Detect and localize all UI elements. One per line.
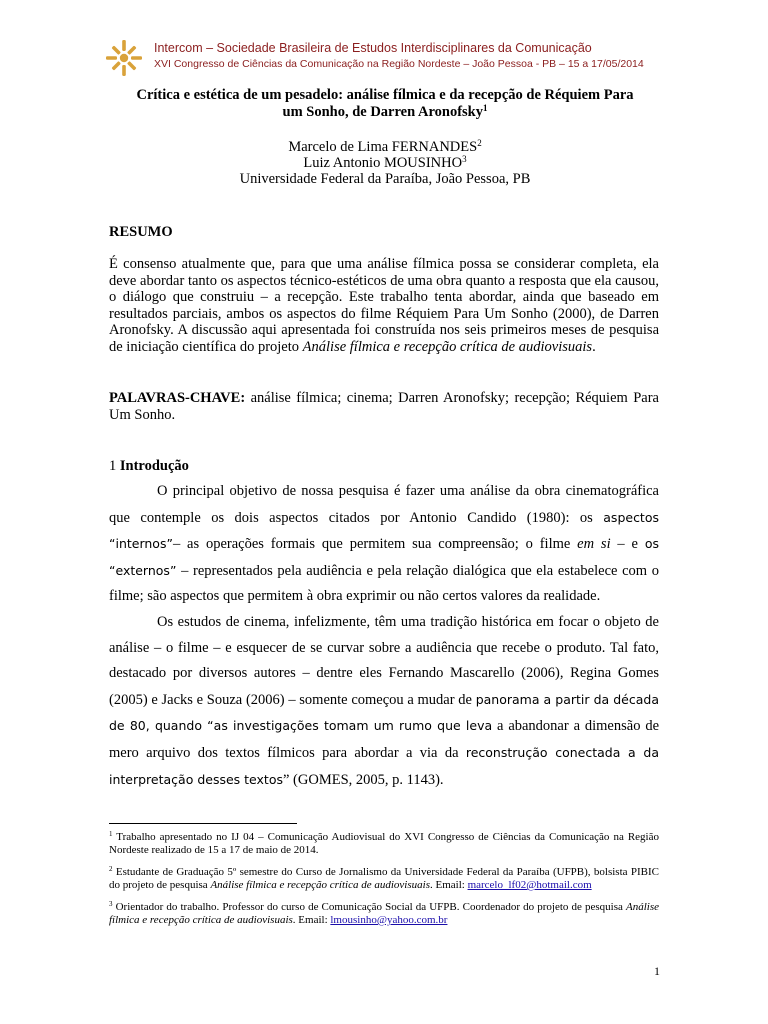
paragraph-1-text-e: – e <box>610 536 645 553</box>
page-number: 1 <box>654 964 660 978</box>
footnote-ref-2[interactable]: 2 <box>477 138 482 148</box>
paragraph-2-text-e: ” (GOMES, 2005, p. 1143). <box>283 771 444 788</box>
footnote-3-email-label: . Email: <box>292 914 331 926</box>
title-line-1: Crítica e estética de um pesadelo: análise fílmica e da recepção de Réquiem Para <box>136 87 634 103</box>
footnote-1-text: Trabalho apresentado no IJ 04 – Comunicação Audiovisual do XVI Congresso de Ciências da Comunicação na Região Nordeste realizado de 15 a 17 de maio de 2014. <box>109 831 659 856</box>
section-title: Introdução <box>119 458 189 474</box>
footnote-2 <box>109 866 659 892</box>
organization-name: Intercom – Sociedade Brasileira de Estudos Interdisciplinares da Comunicação <box>154 41 592 55</box>
footnote-2-text: Estudante de Graduação 5º semestre do Curso de Jornalismo da Universidade Federal da Paraíba (UFPB), bolsista PIBIC do projeto de pesquisa <box>109 866 659 891</box>
footnote-3 <box>109 901 659 927</box>
header-text <box>154 40 644 71</box>
footnote-divider <box>109 823 297 824</box>
footnote-3-number: 3 <box>109 900 113 908</box>
footnote-3-email-link[interactable]: lmousinho@yahoo.com.br <box>330 914 448 926</box>
abstract-end: . <box>592 338 596 355</box>
conference-header <box>104 38 664 78</box>
footnote-2-project: Análise fílmica e recepção crítica de audiovisuais <box>210 879 430 891</box>
paragraph-2 <box>109 610 659 793</box>
abstract-project-name: Análise fílmica e recepção crítica de audiovisuais <box>302 338 593 355</box>
intercom-logo-icon <box>104 38 144 78</box>
author-block <box>100 139 670 187</box>
paper-title <box>100 87 670 121</box>
footnote-2-email-label: . Email: <box>429 879 468 891</box>
keywords <box>109 390 659 424</box>
footnote-3-project: Análise fílmica e recepção crítica de audiovisuais <box>109 901 659 926</box>
title-line-2: um Sonho, de Darren Aronofsky <box>282 104 483 120</box>
author-2-name: Luiz Antonio MOUSINHO <box>303 155 463 171</box>
keywords-label: PALAVRAS-CHAVE: <box>109 390 246 406</box>
paragraph-2-text-c: a abandonar a dimensão de mero arquivo dos textos fílmicos para abordar a via da <box>109 718 660 761</box>
paragraph-2-text-d: reconstrução conectada a da interpretação desses textos <box>109 744 659 787</box>
footnote-2-email-link[interactable]: marcelo_lf02@hotmail.com <box>467 879 592 891</box>
paragraph-1-text-a: O principal objetivo de nossa pesquisa é fazer uma análise da obra cinematográfica que contemple os dois aspectos citados por Antonio Candido (1980): os <box>109 483 659 526</box>
section-number: 1 <box>109 458 120 474</box>
footnote-ref-1[interactable]: 1 <box>483 103 488 113</box>
paragraph-1 <box>109 479 659 610</box>
footnote-2-number: 2 <box>109 865 113 873</box>
paragraph-1-text-b: aspectos “internos” <box>109 509 659 552</box>
footnotes <box>109 831 659 936</box>
paragraph-1-text-g: – representados pela audiência e pela relação dialógica que ela estabelece com o filme; são aspectos que permitem à obra exprimir ou não certos valores da realidade. <box>109 562 659 605</box>
paragraph-1-em-si: em si <box>577 536 611 553</box>
introduction-body <box>109 479 659 793</box>
abstract-body: É consenso atualmente que, para que uma análise fílmica possa se considerar completa, ela deve abordar tanto os aspectos técnico-estéticos de uma obra quanto a resposta que ela causou, o diálogo que construiu – a recepção. Este trabalho tenta abordar, ainda que baseado em resultados parciais, ambos os aspectos do filme Réquiem Para Um Sonho (2000), de Darren Aronofsky. A discussão aqui apresentada foi construída nos seis primeiros meses de pesquisa de iniciação científica do projeto <box>109 256 659 355</box>
footnote-1-number: 1 <box>109 830 113 838</box>
congress-name: XVI Congresso de Ciências da Comunicação na Região Nordeste – João Pessoa - PB – 15 a 17/05/2014 <box>154 58 644 70</box>
abstract-text <box>109 256 659 355</box>
paragraph-1-text-f: os “externos” <box>109 536 659 578</box>
author-2 <box>100 155 670 171</box>
keywords-list: análise fílmica; cinema; Darren Aronofsky; recepção; Réquiem Para Um Sonho. <box>109 390 659 423</box>
author-1-name: Marcelo de Lima FERNANDES <box>288 139 478 155</box>
paragraph-2-text-b: panorama a partir da década de 80, quando “as investigações tomam um rumo que leva <box>109 691 659 734</box>
footnote-ref-3[interactable]: 3 <box>462 154 467 164</box>
footnote-1 <box>109 831 659 857</box>
footnote-3-text: Orientador do trabalho. Professor do curso de Comunicação Social da UFPB. Coordenador do projeto de pesquisa <box>112 901 626 913</box>
section-heading-introduction <box>109 458 659 475</box>
affiliation: Universidade Federal da Paraíba, João Pessoa, PB <box>239 171 531 187</box>
author-1 <box>100 139 670 155</box>
abstract-heading: RESUMO <box>109 224 173 240</box>
paragraph-1-text-c: – as operações formais que permitem sua compreensão; o filme <box>172 536 578 553</box>
paragraph-2-text-a: Os estudos de cinema, infelizmente, têm uma tradição histórica em focar o objeto de análise – o filme – e esquecer de se curvar sobre a audiência que recebe o produto. Tal fato, destacado por diversos autores – dentre eles Fernando Mascarello (2006), Regina Gomes (2005) e Jacks e Souza (2006) – somente começou a mudar de <box>109 613 659 708</box>
